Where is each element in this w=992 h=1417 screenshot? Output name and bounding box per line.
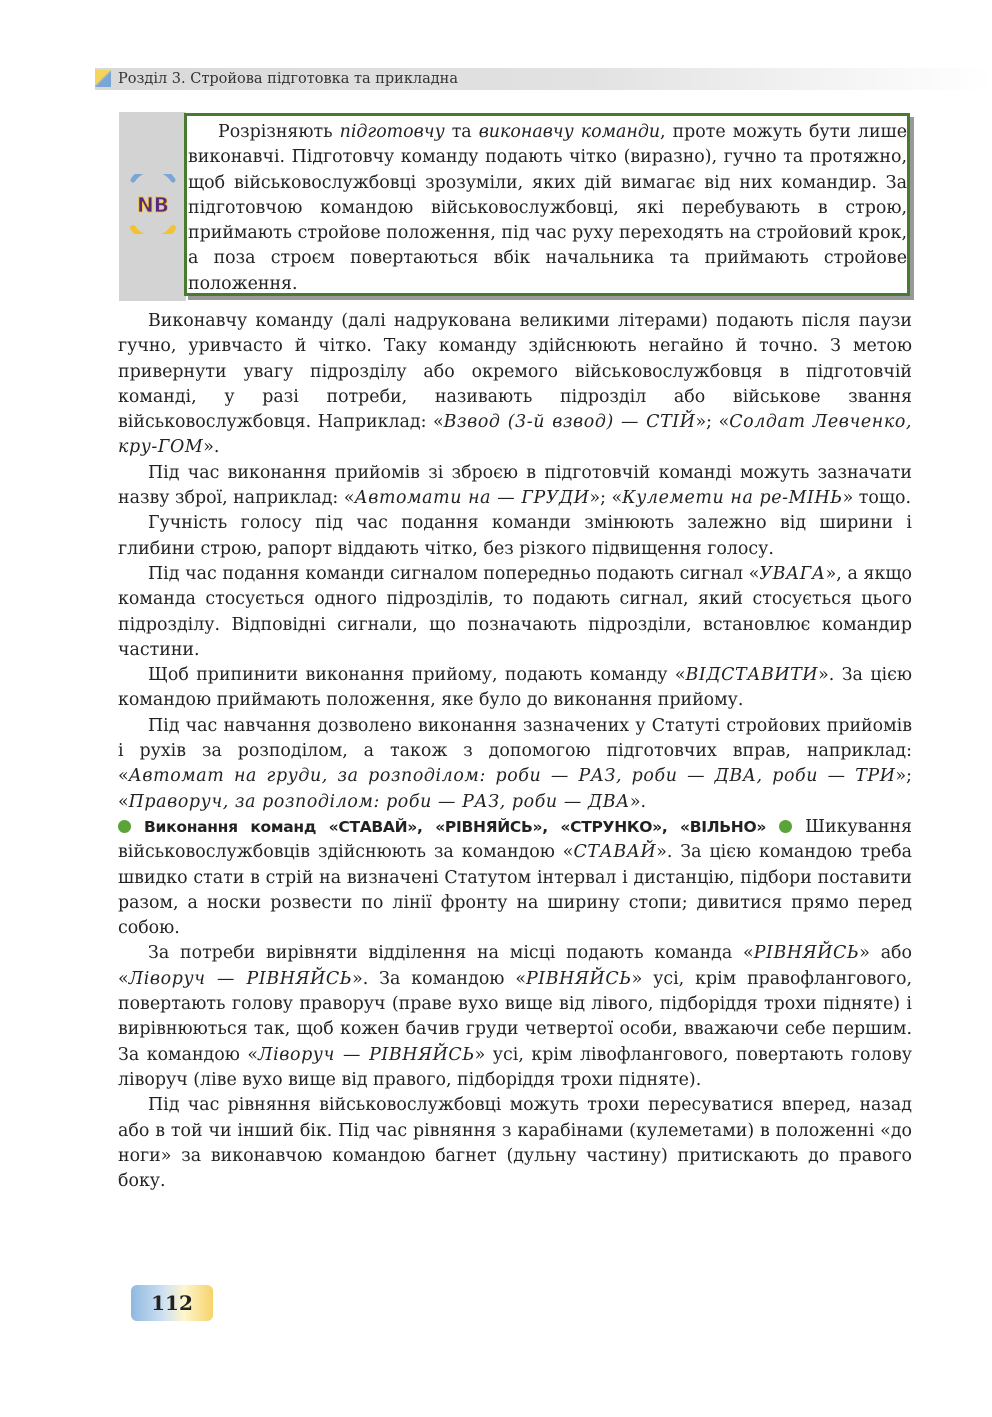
section-title: Розділ 3. Стройова підготовка та прикладна <box>118 71 458 87</box>
paragraph: Щоб припинити виконання прийому, подають команду «ВІДСТАВИТИ». За цією командою приймають положення, яке було до виконання прийому. <box>118 665 912 711</box>
page-number: 112 <box>151 1291 193 1315</box>
paragraph: Гучність голосу під час подання команди змінюють залежно від ширини і глибини строю, рапорт віддають чітко, без різкого підвищення голосу. <box>118 513 912 559</box>
body-text <box>118 309 912 1194</box>
paragraph: Під час подання команди сигналом попередньо подають сигнал «УВАГА», а якщо команда стосується одного підрозділів, то подають сигнал, який стосується цього підрозділу. Відповідні сигнали, що позначають підрозділи, встановлює командир частини. <box>118 563 913 660</box>
paragraph: Під час навчання дозволено виконання зазначених у Статуті стройових прийомів і рухів за розподілом, а також з допомогою підготовчих вправ, наприклад: «Автомат на груди, за розподілом: роби — РАЗ, роби — ДВА, роби — ТРИ»; «Праворуч, за розподілом: роби — РАЗ, роби — ДВА». <box>118 715 912 812</box>
note-text: Розрізняють підготовчу та виконавчу команди, проте можуть бути лише виконавчі. Підготовчу команду подають чітко (виразно), гучно та протяжно, щоб військовослужбовці зрозуміли, яких дій вимагає від них командир. За підготовчою командою військовослужбовці, які перебувають в строю, приймають стройове положення, під час руху переходять на стройовий крок, а поза строєм повертаються вбік начальника та приймають стройове положення. <box>188 122 908 294</box>
paragraph: За потреби вирівняти відділення на місці подають команда «РІВНЯЙСЬ» або «Ліворуч — РІВНЯЙСЬ». За командою «РІВНЯЙСЬ» усі, крім правофлангового, повертають голову праворуч (праве вухо вище від лівого, підборіддя трохи підняте) і вирівнюються так, щоб кожен бачив груди четвертої особи, вважаючи себе першим. За командою «Ліворуч — РІВНЯЙСЬ» усі, крім лівофлангового, повертають голову ліворуч (ліве вухо вище від правого, підборіддя трохи підняте). <box>118 943 913 1090</box>
subsection-heading: Виконання команд «СТАВАЙ», «РІВНЯЙСЬ», «СТРУНКО», «ВІЛЬНО» <box>144 817 767 836</box>
bullet-dot-icon <box>118 820 131 833</box>
paragraph: Виконання команд «СТАВАЙ», «РІВНЯЙСЬ», «СТРУНКО», «ВІЛЬНО» Шикування військовослужбовців здійснюють за командою «СТАВАЙ». За цією командою треба швидко стати в стрій на визначені Статутом інтервал і дистанцію, підбори поставити разом, а носки розвести по лінії фронту на ширину стопи; дивитися прямо перед собою. <box>118 816 913 939</box>
nb-icon-label: NB <box>137 193 169 217</box>
paragraph: Під час виконання прийомів зі зброєю в підготовчій команді можуть зазначати назву зброї, наприклад: «Автомати на — ГРУДИ»; «Кулемети на ре-МІНЬ» тощо. <box>118 462 912 509</box>
bullet-dot-icon <box>779 820 792 833</box>
nota-bene-icon <box>127 174 179 234</box>
paragraph: Під час рівняння військовослужбовці можуть трохи пересуватися вперед, назад або в той чи інший бік. Під час рівняння з карабінами (кулеметами) в положенні «до ноги» за виконавчою командою багнет (дульну частину) притискають до правого боку. <box>118 1095 912 1192</box>
paragraph: Виконавчу команду (далі надрукована великими літерами) подають після паузи гучно, уривчасто й чітко. Таку команду здійснюють негайно й точно. З метою привернути увагу підрозділу або окремого військовослужбовця в підготовчій команді, у разі потреби, називають підрозділ або військове звання військовослужбовця. Наприклад: «Взвод (3-й взвод) — СТІЙ»; «Солдат Левченко, кру-ГОМ». <box>118 311 913 458</box>
section-marker-icon <box>95 70 111 87</box>
